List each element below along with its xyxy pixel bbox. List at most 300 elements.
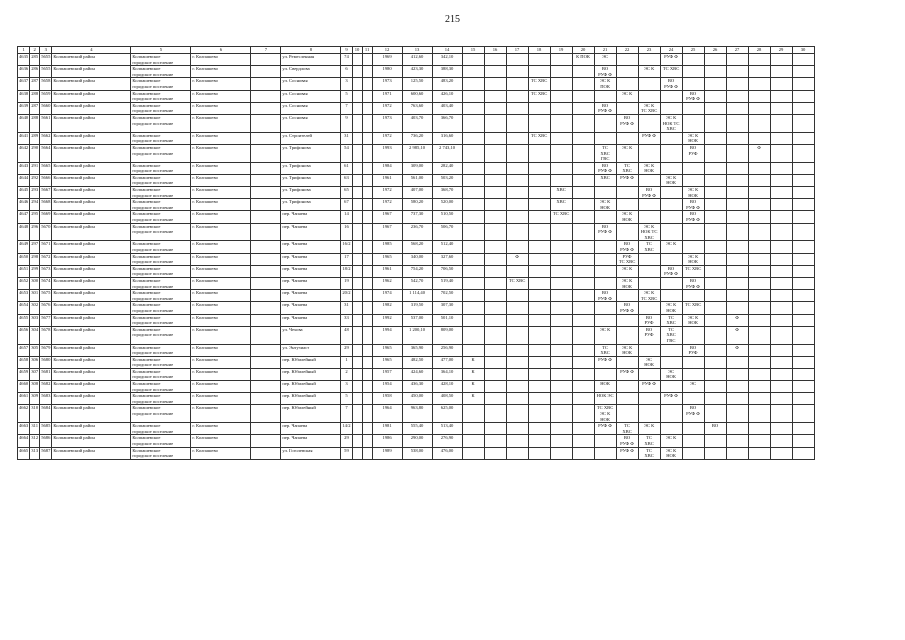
table-cell: 366,70 [432,114,462,132]
table-cell: РУФ Ф [660,54,682,66]
table-cell [484,66,506,78]
table-cell [638,265,660,277]
table-cell [770,314,792,326]
table-cell: 301 [30,290,40,302]
table-cell: 287 [30,102,40,114]
column-header: 7 [251,47,281,54]
table-cell [462,132,484,144]
table-cell [251,423,281,435]
table-cell: 1972 [372,132,402,144]
table-cell [484,223,506,241]
table-cell: 4639 [18,102,30,114]
table-cell: Колпашевское городское поселение [131,174,191,186]
table-cell: 5658 [40,78,52,90]
table-cell [594,314,616,326]
table-cell [770,302,792,314]
register-table-wrapper [17,46,815,460]
table-cell: 3 [341,78,352,90]
table-cell: 298 [30,253,40,265]
table-cell [550,302,572,314]
table-cell [660,356,682,368]
table-cell [572,344,594,356]
table-cell: г. Колпашево [191,241,251,253]
column-header: 21 [594,47,616,54]
table-cell: ЭС К [660,241,682,253]
table-cell [770,326,792,344]
table-cell [638,90,660,102]
table-cell [506,356,528,368]
table-cell: 4663 [18,423,30,435]
table-cell [362,54,372,66]
table-cell: Колпашевское городское поселение [131,78,191,90]
table-cell [660,187,682,199]
table-cell [484,187,506,199]
table-cell [638,211,660,223]
table-cell [528,114,550,132]
table-cell [550,381,572,393]
table-cell [770,265,792,277]
table-row [18,102,815,114]
table-cell [704,211,726,223]
table-cell: 4660 [18,381,30,393]
table-cell: 5675 [40,290,52,302]
table-row [18,277,815,289]
table-cell [484,241,506,253]
table-cell [638,302,660,314]
table-cell [682,356,704,368]
table-row [18,114,815,132]
table-cell [704,132,726,144]
table-cell: 4645 [18,187,30,199]
table-cell: пер. Чапаева [281,253,341,265]
table-cell: Колпашевский район [52,102,131,114]
table-cell [484,78,506,90]
table-cell: 506,70 [432,223,462,241]
table-cell: 4650 [18,253,30,265]
table-cell [594,302,616,314]
table-cell [792,144,814,162]
table-cell [462,78,484,90]
table-cell: Колпашевский район [52,277,131,289]
table-cell [484,265,506,277]
table-cell [660,199,682,211]
table-cell [362,356,372,368]
table-cell: ВО РУФ Ф [616,435,638,447]
table-cell [506,447,528,459]
table-cell: 737,30 [402,211,432,223]
table-cell [748,344,770,356]
column-header: 11 [362,47,372,54]
table-cell [484,290,506,302]
table-cell: пер. Юбилейный [281,405,341,423]
table-cell: Колпашевский район [52,144,131,162]
table-cell: 54 [341,144,352,162]
table-cell: 428,10 [432,381,462,393]
table-cell [506,102,528,114]
table-cell: 1965 [372,253,402,265]
table-cell [572,290,594,302]
table-cell [726,356,748,368]
table-cell [726,302,748,314]
table-cell [484,447,506,459]
table-cell [352,102,362,114]
table-cell: 1981 [372,423,402,435]
table-cell [506,265,528,277]
table-cell [704,314,726,326]
table-cell [251,356,281,368]
table-cell [550,241,572,253]
table-cell [792,78,814,90]
table-cell [484,132,506,144]
table-cell [528,66,550,78]
table-cell [792,114,814,132]
table-row [18,356,815,368]
table-cell: Колпашевское городское поселение [131,423,191,435]
table-cell: 513,40 [432,423,462,435]
table-cell [550,314,572,326]
table-cell: 5669 [40,211,52,223]
table-cell: пер. Чапаева [281,290,341,302]
table-cell [550,162,572,174]
table-cell: пер. Юбилейный [281,356,341,368]
table-cell: 308 [30,381,40,393]
table-cell [506,314,528,326]
table-cell: Колпашевское городское поселение [131,356,191,368]
table-cell: ЭС К НОК [682,253,704,265]
table-cell: 16/2 [341,241,352,253]
table-cell [704,253,726,265]
table-row [18,344,815,356]
table-cell: Колпашевское городское поселение [131,187,191,199]
table-cell: 5660 [40,102,52,114]
table-cell [528,290,550,302]
column-header: 19 [550,47,572,54]
table-cell: г. Колпашево [191,66,251,78]
table-cell [792,290,814,302]
table-cell: РУФ Ф [594,423,616,435]
table-body [18,54,815,460]
table-cell: 388,30 [432,66,462,78]
table-cell: Колпашевский район [52,211,131,223]
table-cell: 809,00 [432,326,462,344]
table-cell [726,174,748,186]
table-cell [550,447,572,459]
table-cell [770,344,792,356]
table-cell: 1974 [372,290,402,302]
table-cell [748,132,770,144]
table-cell: Колпашевское городское поселение [131,344,191,356]
table-cell [770,102,792,114]
table-cell [704,435,726,447]
table-cell [572,381,594,393]
table-cell [682,162,704,174]
table-cell [792,162,814,174]
table-cell [362,253,372,265]
table-cell [462,102,484,114]
table-cell: 31 [341,132,352,144]
table-cell [362,290,372,302]
table-cell: 736,20 [402,132,432,144]
table-row [18,144,815,162]
table-cell [770,381,792,393]
table-cell: ВО РУФ Ф [682,405,704,423]
table-cell [792,253,814,265]
table-cell: 512,40 [432,241,462,253]
table-cell [572,423,594,435]
table-cell [748,174,770,186]
table-cell [484,423,506,435]
table-cell [748,187,770,199]
table-cell: 368,70 [432,187,462,199]
table-cell [484,144,506,162]
table-cell [660,277,682,289]
table-cell: 4654 [18,302,30,314]
table-cell [594,90,616,102]
table-cell: 5684 [40,405,52,423]
table-cell [770,54,792,66]
table-cell [726,393,748,405]
table-cell [550,54,572,66]
table-cell: 19 [341,277,352,289]
table-cell [251,211,281,223]
table-cell: ул. Сосновая [281,90,341,102]
table-cell [726,187,748,199]
table-cell: 1 114,40 [402,290,432,302]
table-cell: Колпашевский район [52,302,131,314]
table-cell [616,356,638,368]
table-cell: 1972 [372,102,402,114]
table-cell: 1973 [372,114,402,132]
table-cell [616,102,638,114]
table-row [18,326,815,344]
table-cell [362,162,372,174]
table-cell: г. Колпашево [191,381,251,393]
table-cell: г. Колпашево [191,54,251,66]
column-header: 1 [18,47,30,54]
table-cell: ЭС К НОК [616,344,638,356]
table-cell: 1962 [372,277,402,289]
table-cell [550,223,572,241]
table-cell [748,54,770,66]
table-row [18,90,815,102]
table-cell [792,66,814,78]
table-cell [352,356,362,368]
table-cell [362,90,372,102]
table-cell: 33 [341,314,352,326]
table-cell [704,447,726,459]
table-cell: Ф [726,344,748,356]
column-header: 27 [726,47,748,54]
table-cell [251,54,281,66]
table-cell: 5664 [40,144,52,162]
table-cell: 48 [341,326,352,344]
table-cell [362,187,372,199]
column-header: 12 [372,47,402,54]
table-cell: г. Колпашево [191,102,251,114]
table-cell: Ф [748,144,770,162]
table-cell: 520,00 [432,199,462,211]
table-cell [251,174,281,186]
table-cell [352,277,362,289]
table-cell [726,290,748,302]
table-cell: 5672 [40,253,52,265]
table-cell [484,381,506,393]
table-cell: ЭС К [616,144,638,162]
table-cell [616,187,638,199]
table-row [18,241,815,253]
table-cell: ВО РУФ Ф [682,277,704,289]
table-cell: ул. Трифонова [281,174,341,186]
table-cell: 510,50 [432,211,462,223]
table-cell [484,368,506,380]
table-cell [362,447,372,459]
table-cell [362,114,372,132]
table-cell [638,368,660,380]
table-cell [362,241,372,253]
table-cell: ТС ХВС ГВС [660,326,682,344]
table-cell [704,381,726,393]
table-cell: 340,00 [402,253,432,265]
column-header: 22 [616,47,638,54]
table-cell [748,314,770,326]
table-cell [352,368,362,380]
table-cell [748,447,770,459]
table-cell [704,290,726,302]
table-cell: ВО РУФ Ф [594,66,616,78]
table-cell: 5668 [40,199,52,211]
table-cell: 963,80 [402,405,432,423]
table-cell [462,223,484,241]
table-cell [352,253,362,265]
table-cell: Колпашевский район [52,314,131,326]
table-row [18,381,815,393]
table-cell: 295 [30,211,40,223]
table-header [18,47,815,54]
table-cell: г. Колпашево [191,174,251,186]
table-cell [572,162,594,174]
table-cell [594,241,616,253]
table-cell [704,162,726,174]
table-cell: 67 [341,199,352,211]
table-cell [251,66,281,78]
table-cell: ВО РУФ Ф [682,199,704,211]
table-cell [362,66,372,78]
table-cell: 5 [341,393,352,405]
table-cell [550,132,572,144]
table-cell: 519,40 [432,277,462,289]
table-row [18,423,815,435]
table-cell [506,326,528,344]
table-cell [748,114,770,132]
table-cell: г. Колпашево [191,253,251,265]
table-cell [770,114,792,132]
table-cell [506,381,528,393]
table-cell: 1967 [372,223,402,241]
table-cell: 14 [341,211,352,223]
table-cell [462,162,484,174]
table-cell [682,447,704,459]
table-cell [748,290,770,302]
column-header: 6 [191,47,251,54]
table-cell: ВО РУФ Ф [594,290,616,302]
table-cell: РУФ Ф [638,132,660,144]
table-cell: ВО РУФ [682,344,704,356]
table-cell [484,277,506,289]
table-cell: К [462,368,484,380]
table-cell: РУФ Ф [616,174,638,186]
table-cell: ЭС К НОК ТС ХВС [660,114,682,132]
table-cell: 706,50 [432,265,462,277]
table-cell [616,199,638,211]
table-cell [462,241,484,253]
table-row [18,253,815,265]
table-row [18,162,815,174]
table-cell [352,162,362,174]
table-cell: ЭС К [616,265,638,277]
table-cell [792,405,814,423]
table-cell: 276,90 [432,435,462,447]
table-cell: ЭС К [594,326,616,344]
table-cell [704,405,726,423]
table-cell [770,199,792,211]
table-cell [528,368,550,380]
table-cell [528,241,550,253]
table-cell [362,405,372,423]
table-cell [748,277,770,289]
table-cell [484,356,506,368]
table-cell: Колпашевское городское поселение [131,405,191,423]
table-cell [462,265,484,277]
table-cell: 4661 [18,393,30,405]
table-cell: г. Колпашево [191,187,251,199]
table-cell: Колпашевский район [52,368,131,380]
table-cell: Колпашевское городское поселение [131,277,191,289]
table-cell [506,54,528,66]
register-table [17,46,815,460]
table-cell: 297 [30,241,40,253]
table-cell [506,302,528,314]
table-row [18,211,815,223]
table-cell: Колпашевский район [52,405,131,423]
column-header: 2 [30,47,40,54]
table-cell [506,144,528,162]
table-cell [572,78,594,90]
table-cell: ЭС К [660,435,682,447]
table-cell: 7 [341,405,352,423]
table-cell: ВО РУФ Ф [616,114,638,132]
table-cell [362,102,372,114]
column-header: 13 [402,47,432,54]
table-cell [484,393,506,405]
table-cell [352,187,362,199]
table-cell [704,199,726,211]
table-cell: пер. Чапаева [281,265,341,277]
table-cell [506,132,528,144]
table-cell [748,435,770,447]
table-cell: ЭС К НОК [594,199,616,211]
table-cell: пер. Чапаева [281,223,341,241]
table-cell [748,393,770,405]
table-cell: 476,00 [432,447,462,459]
table-cell [682,66,704,78]
table-cell [462,435,484,447]
table-cell: 309,00 [402,162,432,174]
table-cell: 319,50 [402,302,432,314]
table-cell [572,211,594,223]
table-cell [506,368,528,380]
table-cell: Ф [726,326,748,344]
table-cell [792,435,814,447]
